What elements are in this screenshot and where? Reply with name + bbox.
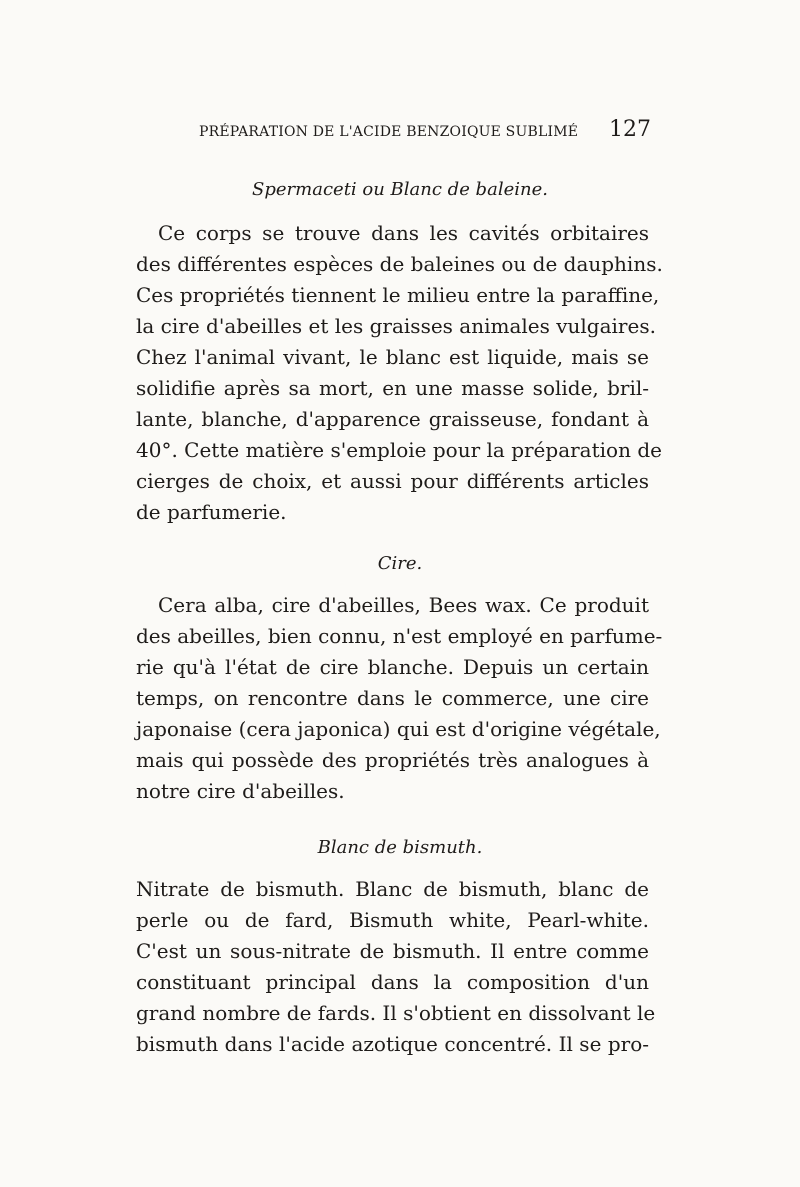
text-line: Ces propriétés tiennent le milieu entre la paraffine, <box>136 283 660 307</box>
text-line: grand nombre de fards. Il s'obtient en dissolvant le <box>136 1001 656 1025</box>
text-line: perle ou de fard, Bismuth white, Pearl-white. <box>136 908 649 932</box>
running-title: PRÉPARATION DE L'ACIDE BENZOIQUE SUBLIMÉ <box>199 124 579 140</box>
section-title-spermaceti: Spermaceti ou Blanc de baleine. <box>252 179 548 200</box>
text-line: lante, blanche, d'apparence graisseuse, fondant à <box>136 407 649 431</box>
running-header <box>199 119 651 143</box>
paragraph-bismuth <box>136 874 656 1060</box>
text-line: de parfumerie. <box>136 500 287 524</box>
text-line: Chez l'animal vivant, le blanc est liquide, mais se <box>136 345 649 369</box>
text-line: japonaise (cera japonica) qui est d'origine végétale, <box>136 717 661 741</box>
text-line: Nitrate de bismuth. Blanc de bismuth, blanc de <box>136 877 649 901</box>
text-line: constituant principal dans la composition d'un <box>136 970 649 994</box>
text-line: notre cire d'abeilles. <box>136 779 345 803</box>
paragraph-spermaceti <box>136 218 663 528</box>
text-line: mais qui possède des propriétés très analogues à <box>136 748 649 772</box>
paragraph-cire <box>136 590 663 807</box>
text-line: temps, on rencontre dans le commerce, une cire <box>136 686 649 710</box>
text-line: Ce corps se trouve dans les cavités orbitaires <box>158 221 649 245</box>
text-line: 40°. Cette matière s'emploie pour la préparation de <box>136 438 662 462</box>
text-line: C'est un sous-nitrate de bismuth. Il entre comme <box>136 939 649 963</box>
text-line: des abeilles, bien connu, n'est employé en parfume- <box>136 624 663 648</box>
text-line: la cire d'abeilles et les graisses animales vulgaires. <box>136 314 656 338</box>
text-line: cierges de choix, et aussi pour différents articles <box>136 469 649 493</box>
text-line: solidifie après sa mort, en une masse solide, bril- <box>136 376 649 400</box>
text-line: bismuth dans l'acide azotique concentré. Il se pro- <box>136 1032 649 1056</box>
text-line: Cera alba, cire d'abeilles, Bees wax. Ce produit <box>158 593 649 617</box>
text-line: rie qu'à l'état de cire blanche. Depuis un certain <box>136 655 649 679</box>
page-number: 127 <box>609 117 651 142</box>
text-line: des différentes espèces de baleines ou de dauphins. <box>136 252 663 276</box>
section-title-cire: Cire. <box>377 553 423 574</box>
section-title-bismuth: Blanc de bismuth. <box>317 837 483 858</box>
